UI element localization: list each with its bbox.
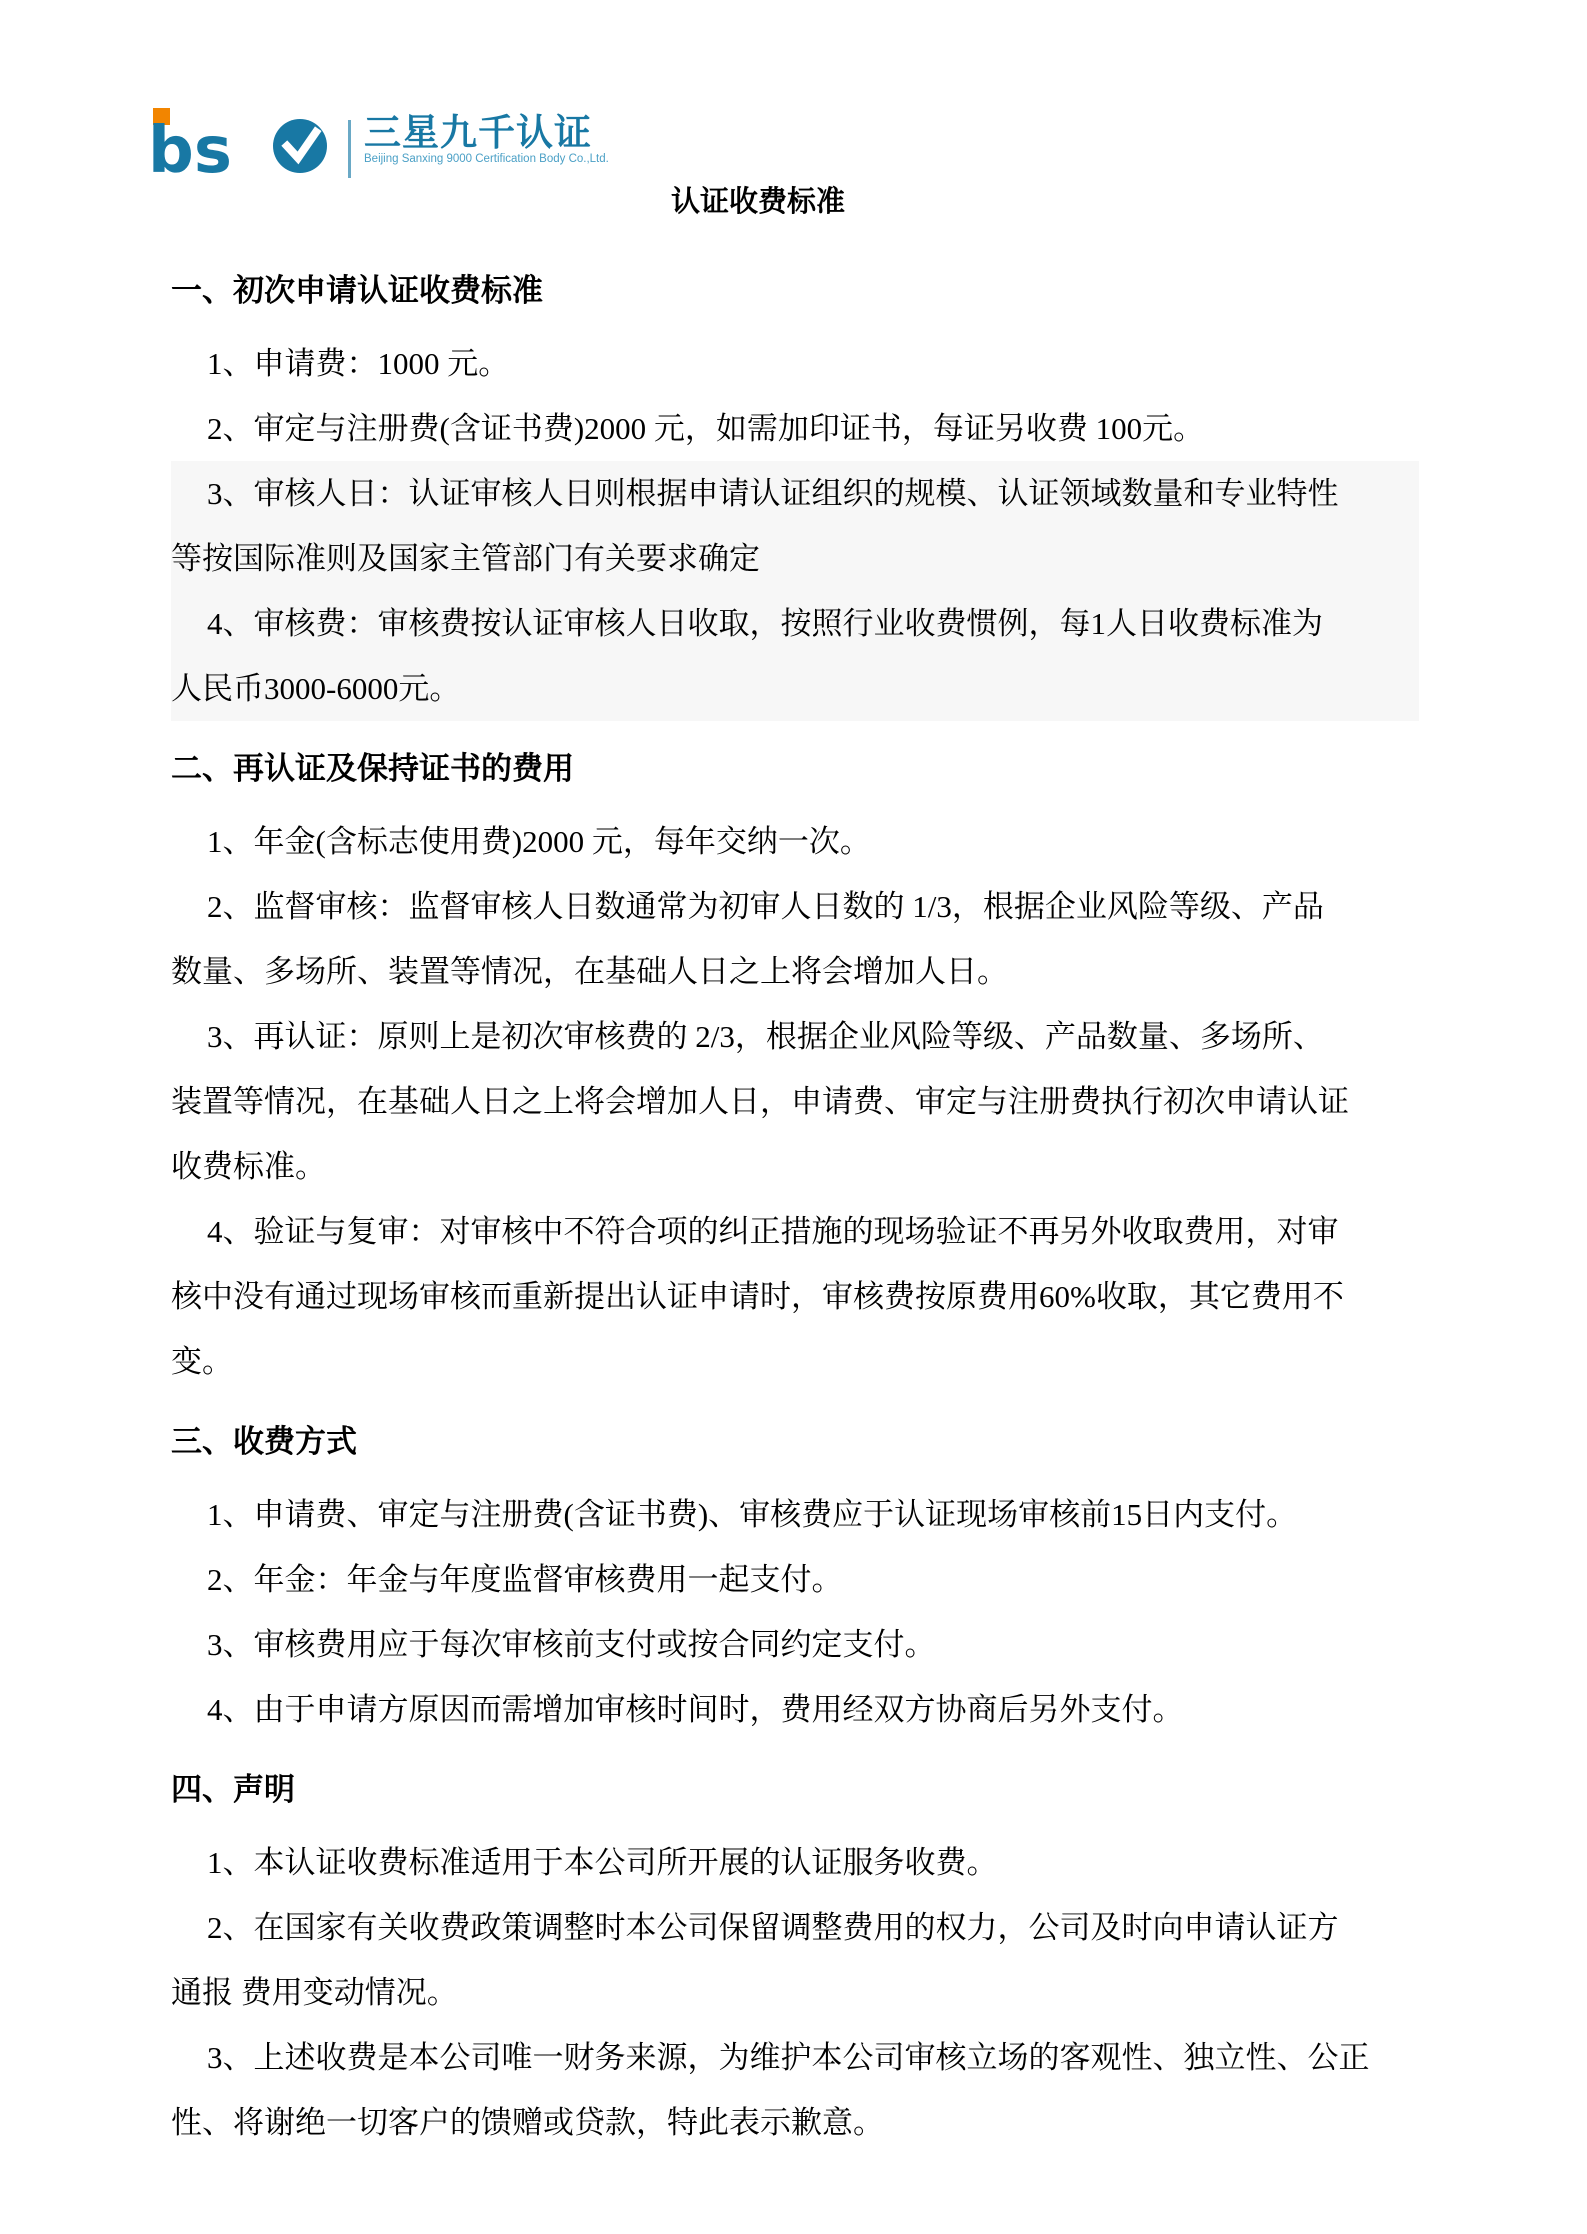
- text-line: 4、验证与复审：对审核中不符合项的纠正措施的现场验证不再另外收取费用，对审: [207, 1214, 1339, 1249]
- text-line: 2、年金：年金与年度监督审核费用一起支付。: [207, 1562, 843, 1597]
- list-item-1-4: [171, 591, 1419, 721]
- list-item-3-3: [171, 1612, 1465, 1677]
- logo-company-name-en: Beijing Sanxing 9000 Certification Body Co.,Ltd.: [364, 153, 609, 165]
- list-item-2-2: [171, 874, 1465, 1004]
- text-line: 1、申请费：1000 元。: [207, 346, 510, 381]
- text-line: 2、审定与注册费(含证书费)2000 元，如需加印证书，每证另收费 100元。: [207, 411, 1205, 446]
- section-heading-4: 四、声明: [171, 1772, 295, 1807]
- section-items-4: [171, 1830, 1465, 2155]
- list-item-3-4: [171, 1677, 1465, 1742]
- list-item-4-2: [171, 1895, 1465, 2025]
- document-content: [171, 0, 1465, 2155]
- text-line: 2、监督审核：监督审核人日数通常为初审人日数的 1/3，根据企业风险等级、产品: [207, 889, 1324, 924]
- sections-container: [171, 258, 1465, 2155]
- text-line: 装置等情况，在基础人日之上将会增加人日，申请费、审定与注册费执行初次申请认证: [171, 1084, 1349, 1119]
- logo-company-name-cn: 三星九千认证: [364, 112, 592, 153]
- text-line: 数量、多场所、装置等情况，在基础人日之上将会增加人日。: [171, 954, 1008, 989]
- text-line: 3、审核费用应于每次审核前支付或按合同约定支付。: [207, 1627, 936, 1662]
- text-line: 1、年金(含标志使用费)2000 元，每年交纳一次。: [207, 824, 871, 859]
- text-line: 3、上述收费是本公司唯一财务来源，为维护本公司审核立场的客观性、独立性、公正: [207, 2040, 1370, 2075]
- list-item-1-1: [171, 331, 1465, 396]
- list-item-1-3: [171, 461, 1419, 591]
- logo-letters: bs: [148, 114, 232, 178]
- document-title: 认证收费标准: [670, 186, 845, 218]
- text-line: 4、审核费：审核费按认证审核人日收取，按照行业收费惯例，每1人日收费标准为: [207, 606, 1323, 641]
- text-line: 4、由于申请方原因而需增加审核时间时，费用经双方协商后另外支付。: [207, 1692, 1184, 1727]
- text-line: 收费标准。: [171, 1149, 326, 1184]
- list-item-2-4: [171, 1199, 1465, 1394]
- text-line: 通报 费用变动情况。: [171, 1975, 458, 2010]
- text-line: 2、在国家有关收费政策调整时本公司保留调整费用的权力，公司及时向申请认证方: [207, 1910, 1339, 1945]
- section-items-2: [171, 809, 1465, 1394]
- text-line: 3、再认证：原则上是初次审核费的 2/3，根据企业风险等级、产品数量、多场所、: [207, 1019, 1324, 1054]
- text-line: 人民币3000-6000元。: [171, 671, 461, 706]
- text-line: 1、本认证收费标准适用于本公司所开展的认证服务收费。: [207, 1845, 998, 1880]
- section-items-3: [171, 1482, 1465, 1742]
- text-line: 性、将谢绝一切客户的馈赠或贷款，特此表示歉意。: [171, 2105, 884, 2140]
- section-heading-3: 三、收费方式: [171, 1424, 357, 1459]
- list-item-4-1: [171, 1830, 1465, 1895]
- text-line: 1、申请费、审定与注册费(含证书费)、审核费应于认证现场审核前15日内支付。: [207, 1497, 1298, 1532]
- text-line: 等按国际准则及国家主管部门有关要求确定: [171, 541, 760, 576]
- list-item-3-2: [171, 1547, 1465, 1612]
- text-line: 变。: [171, 1344, 233, 1379]
- highlighted-text-block: [171, 461, 1419, 721]
- text-line: 核中没有通过现场审核而重新提出认证申请时，审核费按原费用60%收取，其它费用不: [171, 1279, 1344, 1314]
- section-items-1: [171, 331, 1465, 721]
- section-heading-2: 二、再认证及保持证书的费用: [171, 751, 574, 786]
- text-line: 3、审核人日：认证审核人日则根据申请认证组织的规模、认证领域数量和专业特性: [207, 476, 1339, 511]
- list-item-3-1: [171, 1482, 1465, 1547]
- list-item-4-3: [171, 2025, 1465, 2155]
- list-item-1-2: [171, 396, 1465, 461]
- list-item-2-3: [171, 1004, 1465, 1199]
- section-heading-1: 一、初次申请认证收费标准: [171, 273, 543, 308]
- list-item-2-1: [171, 809, 1465, 874]
